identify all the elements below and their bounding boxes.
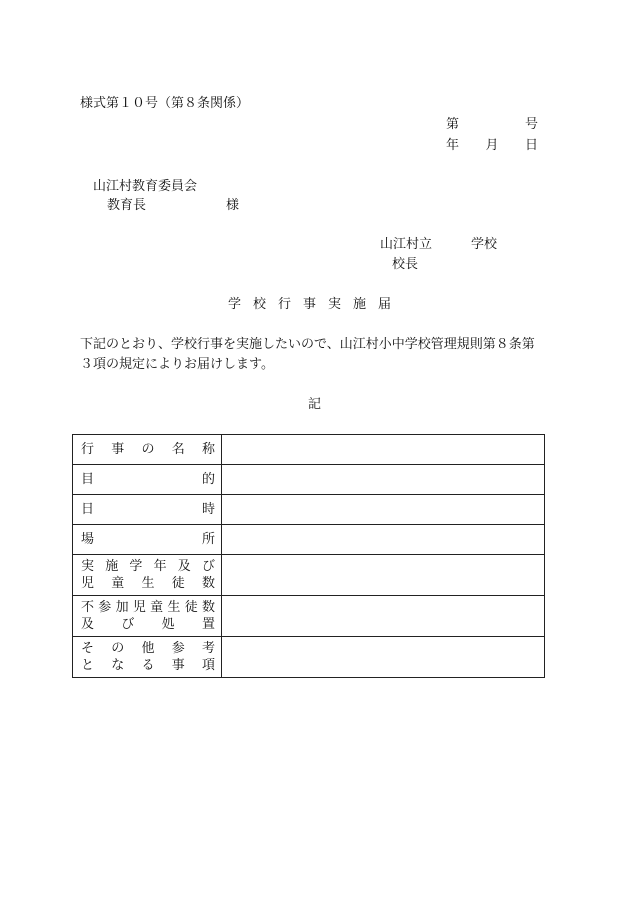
form-row-label [73, 555, 222, 596]
date-line [446, 139, 538, 152]
doc-no-prefix: 第 [446, 117, 460, 132]
form-row-value[interactable] [222, 465, 545, 495]
sender-school-prefix: 山江村立 [380, 237, 433, 252]
form-row-value[interactable] [222, 637, 545, 678]
form-row-label-line: 目 的 [81, 472, 215, 487]
form-row-value[interactable] [222, 555, 545, 596]
event-form-table [72, 434, 545, 678]
form-row [73, 637, 545, 678]
body-line-2: ３項の規定によりお届けします。 [80, 357, 274, 372]
form-row-label-line: 及 び 処 置 [81, 617, 215, 632]
sender-principal: 校長 [392, 257, 419, 272]
form-row-label-line: と な る 事 項 [81, 658, 215, 673]
form-row-label [73, 596, 222, 637]
document-number-line [446, 118, 538, 131]
form-row-label [73, 525, 222, 555]
addressee-org: 山江村教育委員会 [93, 179, 198, 194]
form-row-label [73, 637, 222, 678]
ki-heading: 記 [308, 397, 322, 412]
date-year: 年 [446, 138, 460, 153]
form-row-label [73, 465, 222, 495]
form-row-label-line: 場 所 [81, 532, 215, 547]
form-row-label-line: 実 施 学 年 及 び [81, 559, 215, 574]
form-row-value[interactable] [222, 435, 545, 465]
form-row-label-line: 児 童 生 徒 数 [81, 576, 215, 591]
date-day: 日 [524, 138, 538, 153]
form-row-value[interactable] [222, 495, 545, 525]
doc-no-suffix: 号 [524, 117, 538, 132]
form-row-label-line: 日 時 [81, 502, 215, 517]
document-title: 学校行事実施届 [228, 297, 404, 312]
form-row-label-line: 不 参 加 児 童 生 徒 数 [81, 600, 215, 615]
form-row [73, 596, 545, 637]
sender-school-suffix: 学校 [471, 237, 498, 252]
form-row-value[interactable] [222, 525, 545, 555]
body-line-1: 下記のとおり、学校行事を実施したいので、山江村小中学校管理規則第８条第 [80, 337, 535, 352]
form-row-label [73, 495, 222, 525]
addressee-honorific: 様 [226, 198, 240, 213]
form-row-label [73, 435, 222, 465]
addressee-title: 教育長 [107, 198, 147, 213]
form-row [73, 555, 545, 596]
form-row-label-line: 行 事 の 名 称 [81, 442, 215, 457]
form-row-value[interactable] [222, 596, 545, 637]
form-row [73, 465, 545, 495]
form-row [73, 435, 545, 465]
form-row [73, 495, 545, 525]
form-number: 様式第１０号（第８条関係） [80, 96, 250, 111]
date-month: 月 [485, 138, 499, 153]
form-row [73, 525, 545, 555]
form-row-label-line: そ の 他 参 考 [81, 641, 215, 656]
